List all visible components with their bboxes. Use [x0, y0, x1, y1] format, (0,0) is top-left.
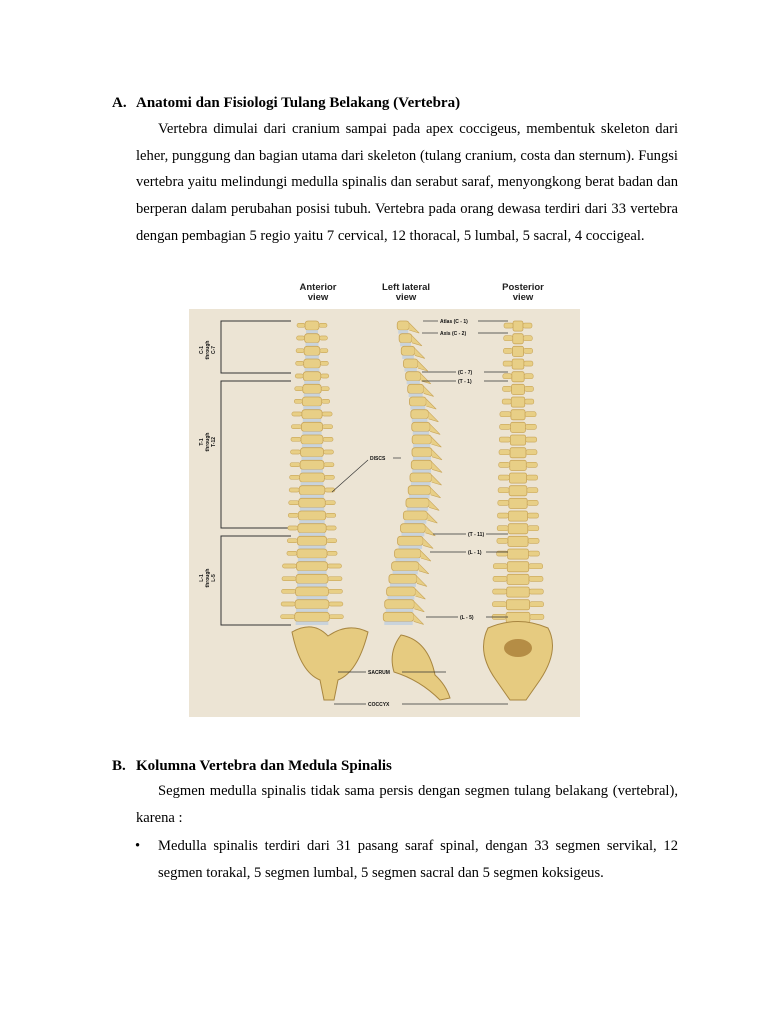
posterior-process-right — [528, 526, 539, 531]
anterior-process-left — [289, 488, 299, 492]
section-a-title: Anatomi dan Fisiologi Tulang Belakang (Vertebra) — [136, 95, 461, 111]
anterior-process-right — [324, 475, 334, 479]
anterior-disc — [302, 431, 321, 435]
lateral-disc — [412, 419, 428, 423]
lateral-vertebra — [397, 321, 409, 330]
label-t11: (T - 11) — [468, 532, 485, 538]
anterior-disc — [303, 419, 321, 423]
lateral-spinous-process — [431, 437, 441, 447]
anterior-disc — [305, 368, 320, 372]
lateral-spinous-process — [427, 513, 437, 523]
anterior-disc — [298, 558, 326, 562]
lateral-disc — [409, 393, 423, 397]
section-b-number: B. — [112, 758, 126, 774]
anterior-process-left — [281, 615, 295, 619]
anterior-process-right — [328, 564, 342, 568]
lateral-spinous-process — [412, 336, 422, 346]
section-a-number: A. — [112, 95, 127, 111]
lateral-disc — [388, 596, 415, 600]
lateral-spinous-process — [415, 589, 425, 599]
posterior-process-left — [493, 576, 507, 581]
anterior-disc — [306, 343, 319, 347]
posterior-process-right — [526, 462, 537, 467]
lateral-disc — [404, 520, 426, 524]
anterior-process-right — [329, 602, 343, 606]
svg-text:T-12: T-12 — [211, 436, 217, 448]
anterior-vertebra — [300, 473, 325, 482]
anterior-process-left — [291, 425, 301, 429]
anterior-process-left — [295, 387, 303, 391]
lateral-spinous-process — [430, 424, 440, 434]
lateral-vertebra — [409, 397, 426, 406]
anterior-process-left — [288, 526, 298, 530]
anterior-vertebra — [305, 321, 319, 330]
anterior-disc — [299, 533, 325, 537]
posterior-process-right — [525, 412, 536, 417]
lateral-disc — [402, 533, 425, 537]
anterior-process-left — [292, 412, 302, 416]
lateral-spine — [383, 321, 442, 625]
lateral-vertebra — [385, 600, 415, 609]
posterior-vertebra — [512, 384, 525, 394]
lateral-vertebra — [399, 334, 412, 343]
lateral-vertebra — [395, 549, 421, 558]
svg-text:L-5: L-5 — [211, 574, 217, 582]
posterior-vertebra — [509, 511, 528, 521]
label-sacrum: SACRUM — [368, 670, 390, 676]
posterior-vertebra — [510, 435, 525, 445]
posterior-process-right — [530, 614, 544, 619]
lateral-spinous-process — [414, 602, 424, 612]
posterior-vertebra — [508, 524, 528, 534]
svg-text:C-7: C-7 — [211, 345, 217, 355]
lateral-spinous-process — [428, 412, 438, 422]
lateral-spinous-process — [426, 399, 436, 409]
lateral-vertebra — [401, 524, 426, 533]
lateral-disc — [404, 368, 416, 372]
posterior-spine — [492, 321, 544, 622]
spine-illustration — [188, 280, 580, 717]
posterior-vertebra — [509, 473, 526, 483]
lateral-vertebra — [408, 486, 430, 495]
anterior-vertebra — [297, 536, 326, 545]
anterior-process-left — [296, 349, 304, 353]
bullet-item — [136, 833, 678, 887]
label-discs: DISCS — [370, 456, 386, 462]
lateral-spinous-process — [419, 564, 429, 574]
posterior-process-left — [499, 450, 510, 455]
lateral-vertebra — [406, 372, 421, 381]
lateral-spinous-process — [429, 500, 439, 510]
lateral-disc — [400, 343, 411, 347]
bracket-label-lumbar — [199, 569, 217, 588]
lateral-disc — [402, 355, 414, 359]
posterior-process-left — [497, 538, 508, 543]
lateral-disc — [413, 444, 430, 448]
anterior-process-left — [290, 463, 300, 467]
anterior-vertebra — [301, 448, 324, 457]
anterior-vertebra — [303, 372, 321, 381]
posterior-vertebra — [513, 334, 524, 344]
anterior-disc — [298, 545, 325, 549]
anterior-process-right — [319, 336, 327, 340]
anterior-process-right — [321, 387, 329, 391]
lateral-disc — [413, 431, 429, 435]
posterior-process-left — [498, 500, 509, 505]
bullet-text: Medulla spinalis terdiri dari 31 pasang saraf spinal, dengan 33 segmen servikal, 12 segmen torakal, 5 segmen lumbal, 5 segmen sacral dan 5 segmen koksigeus. — [158, 838, 678, 881]
posterior-vertebra — [511, 422, 526, 432]
posterior-vertebra — [512, 359, 524, 369]
posterior-process-left — [492, 602, 506, 607]
posterior-process-right — [525, 424, 536, 429]
lateral-disc — [386, 609, 414, 613]
anterior-disc — [297, 571, 326, 575]
posterior-process-left — [503, 348, 512, 353]
anterior-process-left — [281, 602, 295, 606]
anterior-process-left — [282, 589, 296, 593]
anterior-view-label: Anterior view — [299, 282, 337, 303]
anterior-disc — [304, 393, 321, 397]
anterior-process-right — [320, 361, 328, 365]
anterior-process-left — [291, 450, 301, 454]
anterior-process-right — [328, 577, 342, 581]
anterior-process-right — [327, 551, 337, 555]
label-axis: Axis (C - 2) — [440, 331, 467, 337]
anterior-process-right — [326, 513, 336, 517]
lateral-spinous-process — [409, 323, 419, 333]
lateral-vertebra — [411, 410, 429, 419]
anterior-vertebra — [302, 397, 321, 406]
anterior-process-right — [328, 589, 342, 593]
lateral-spinous-process — [421, 374, 431, 384]
lateral-vertebra — [412, 435, 431, 444]
posterior-vertebra — [508, 536, 528, 546]
lateral-disc — [411, 482, 431, 486]
lateral-spinous-process — [417, 576, 427, 586]
lateral-view-label: Left lateral view — [381, 282, 431, 303]
anterior-vertebra — [304, 346, 320, 355]
posterior-process-right — [524, 374, 533, 379]
posterior-process-right — [527, 500, 538, 505]
sacral-canal — [504, 639, 532, 657]
lateral-disc — [396, 558, 420, 562]
posterior-process-right — [529, 576, 543, 581]
section-b-paragraph — [136, 778, 678, 831]
anterior-disc — [297, 596, 328, 600]
posterior-process-right — [527, 488, 538, 493]
anterior-vertebra — [298, 524, 326, 533]
posterior-process-right — [525, 399, 534, 404]
bracket-label-cervical — [199, 341, 217, 360]
posterior-vertebra — [507, 562, 528, 572]
lateral-spinous-process — [431, 488, 441, 498]
posterior-process-right — [524, 361, 533, 366]
anterior-disc — [296, 621, 329, 625]
lateral-vertebra — [411, 460, 432, 469]
posterior-process-left — [493, 564, 507, 569]
spine-figure — [188, 280, 580, 717]
posterior-view-label: Posterior view — [502, 282, 544, 303]
anterior-disc — [301, 482, 324, 486]
lateral-sacrum — [392, 635, 450, 700]
lateral-spinous-process — [421, 551, 431, 561]
anterior-process-left — [294, 399, 302, 403]
anterior-process-right — [325, 501, 335, 505]
lateral-spinous-process — [415, 348, 425, 358]
lateral-vertebra — [412, 448, 432, 457]
posterior-process-right — [523, 336, 532, 341]
lateral-vertebra — [383, 612, 413, 621]
anterior-process-left — [289, 501, 299, 505]
posterior-vertebra — [512, 346, 523, 356]
lateral-disc — [407, 381, 420, 385]
lateral-vertebra — [387, 587, 416, 596]
posterior-vertebra — [511, 410, 525, 420]
lateral-spinous-process — [432, 475, 442, 485]
label-t1: (T - 1) — [458, 379, 472, 385]
posterior-vertebra — [509, 498, 527, 508]
section-a-paragraph — [136, 116, 678, 250]
anterior-disc — [299, 520, 325, 524]
anterior-process-right — [324, 463, 334, 467]
anterior-vertebra — [305, 334, 320, 343]
posterior-process-right — [528, 513, 539, 518]
anterior-disc — [296, 609, 328, 613]
posterior-vertebra — [512, 372, 524, 382]
anterior-process-left — [297, 323, 305, 327]
lateral-disc — [384, 621, 412, 625]
lateral-disc — [410, 406, 425, 410]
lateral-vertebra — [398, 536, 424, 545]
lateral-spinous-process — [432, 450, 442, 460]
svg-text:through: through — [205, 432, 211, 452]
posterior-process-right — [526, 450, 537, 455]
bullet-symbol: • — [135, 838, 141, 854]
posterior-process-right — [525, 386, 534, 391]
region-brackets — [221, 321, 291, 625]
label-l5: (L - 5) — [460, 615, 474, 621]
anterior-process-left — [290, 475, 300, 479]
posterior-vertebra — [511, 397, 525, 407]
posterior-process-right — [523, 323, 532, 328]
lateral-disc — [399, 545, 423, 549]
anterior-process-left — [287, 539, 297, 543]
anterior-disc — [302, 457, 323, 461]
anterior-vertebra — [302, 410, 322, 419]
label-c7: (C - 7) — [458, 370, 473, 376]
lateral-vertebra — [408, 384, 424, 393]
posterior-process-left — [493, 589, 507, 594]
posterior-process-left — [504, 323, 513, 328]
anterior-process-right — [323, 437, 333, 441]
anterior-vertebra — [301, 435, 323, 444]
anterior-process-left — [291, 437, 301, 441]
anterior-process-left — [296, 361, 304, 365]
anterior-vertebra — [297, 549, 327, 558]
section-b-title: Kolumna Vertebra dan Medula Spinalis — [136, 758, 392, 774]
posterior-process-left — [500, 424, 511, 429]
anterior-vertebra — [296, 562, 327, 571]
section-a-heading — [112, 93, 460, 113]
anterior-process-left — [297, 336, 305, 340]
anterior-disc — [300, 507, 325, 511]
anterior-process-right — [326, 526, 336, 530]
lateral-vertebra — [406, 498, 429, 507]
anterior-disc — [301, 469, 323, 473]
section-b-heading — [112, 756, 392, 776]
anterior-vertebra — [304, 359, 321, 368]
lateral-vertebra — [401, 346, 415, 355]
section-a-paragraph-text: Vertebra dimulai dari cranium sampai pada apex coccigeus, membentuk skeleton dari leher, punggung dan bagian utama dari skeleton (tulang cranium, costa dan sternum). Fungsi vertebra yaitu melindungi medulla spinalis dan serabut saraf, menyongkong berat badan dan berperan dalam perubahan posisi tubuh. Vertebra pada orang dewasa terdiri dari 33 vertebra dengan pembagian 5 regio yaitu 7 cervical, 12 thoracal, 5 lumbal, 5 sacral, 4 coccigeal. — [136, 121, 678, 244]
posterior-process-left — [497, 526, 508, 531]
label-atlas: Atlas (C - 1) — [440, 319, 468, 325]
lateral-vertebra — [403, 359, 417, 368]
lateral-vertebra — [410, 473, 432, 482]
anterior-process-left — [287, 551, 297, 555]
anterior-vertebra — [296, 574, 328, 583]
anterior-process-right — [327, 539, 337, 543]
anterior-disc — [300, 495, 324, 499]
lateral-disc — [409, 495, 429, 499]
posterior-process-left — [498, 513, 509, 518]
posterior-process-right — [526, 437, 537, 442]
lateral-vertebra — [392, 562, 419, 571]
label-coccyx: COCCYX — [368, 702, 390, 708]
posterior-process-right — [528, 551, 539, 556]
posterior-vertebra — [506, 600, 529, 610]
anterior-disc — [302, 444, 322, 448]
anterior-process-right — [323, 425, 333, 429]
posterior-process-left — [500, 412, 511, 417]
posterior-vertebra — [509, 486, 527, 496]
lateral-disc — [393, 571, 418, 575]
posterior-vertebra — [508, 549, 529, 559]
anterior-vertebra — [301, 422, 322, 431]
posterior-process-right — [528, 538, 539, 543]
section-b-paragraph-text: Segmen medulla spinalis tidak sama persis dengan segmen tulang belakang (vertebral), karena : — [136, 783, 678, 826]
anterior-spine — [281, 321, 344, 625]
svg-text:T-1: T-1 — [199, 438, 205, 446]
anterior-process-right — [329, 615, 343, 619]
anterior-process-right — [325, 488, 335, 492]
anterior-vertebra — [298, 511, 326, 520]
anterior-process-left — [282, 564, 296, 568]
lateral-disc — [390, 583, 416, 587]
anterior-vertebra — [299, 498, 326, 507]
anterior-vertebra — [299, 486, 325, 495]
lateral-vertebra — [412, 422, 430, 431]
lateral-spinous-process — [414, 614, 424, 624]
posterior-process-right — [529, 589, 543, 594]
posterior-process-left — [499, 462, 510, 467]
lateral-spinous-process — [432, 462, 442, 472]
bracket-label-thoracic — [199, 433, 217, 452]
anterior-vertebra — [303, 384, 322, 393]
lateral-vertebra — [389, 574, 417, 583]
lateral-spinous-process — [418, 361, 428, 371]
posterior-process-left — [503, 361, 512, 366]
posterior-process-left — [498, 475, 509, 480]
anterior-disc — [305, 355, 319, 359]
posterior-vertebra — [510, 460, 527, 470]
posterior-process-left — [498, 488, 509, 493]
posterior-process-left — [504, 336, 513, 341]
posterior-process-left — [503, 374, 512, 379]
anterior-disc — [304, 381, 320, 385]
lateral-disc — [412, 469, 431, 473]
anterior-process-left — [282, 577, 296, 581]
lateral-spinous-process — [424, 386, 434, 396]
anterior-disc — [297, 583, 327, 587]
posterior-process-left — [502, 399, 511, 404]
anterior-process-left — [288, 513, 298, 517]
anterior-vertebra — [300, 460, 324, 469]
posterior-process-right — [527, 475, 538, 480]
posterior-vertebra — [513, 321, 523, 331]
lateral-disc — [413, 457, 431, 461]
posterior-process-left — [499, 437, 510, 442]
anterior-disc — [306, 330, 318, 334]
lateral-spinous-process — [423, 538, 433, 548]
posterior-process-right — [530, 602, 544, 607]
anterior-vertebra — [295, 612, 330, 621]
anterior-disc — [303, 406, 320, 410]
anterior-process-right — [322, 399, 330, 403]
lateral-vertebra — [403, 511, 427, 520]
anterior-sacrum — [292, 627, 368, 700]
posterior-process-left — [503, 386, 512, 391]
anterior-process-right — [324, 450, 334, 454]
anterior-process-right — [322, 412, 332, 416]
lateral-disc — [407, 507, 428, 511]
svg-text:through: through — [205, 340, 211, 360]
posterior-vertebra — [507, 574, 529, 584]
anterior-vertebra — [295, 600, 329, 609]
posterior-process-right — [529, 564, 543, 569]
svg-text:through: through — [205, 568, 211, 588]
svg-text:L-1: L-1 — [199, 574, 205, 582]
svg-text:C-1: C-1 — [199, 345, 205, 355]
anterior-process-right — [319, 323, 327, 327]
posterior-vertebra — [506, 612, 530, 622]
anterior-process-right — [321, 374, 329, 378]
anterior-vertebra — [296, 587, 329, 596]
label-l1: (L - 1) — [468, 550, 482, 556]
posterior-vertebra — [507, 587, 530, 597]
posterior-process-right — [524, 348, 533, 353]
anterior-process-right — [320, 349, 328, 353]
anterior-process-left — [295, 374, 303, 378]
posterior-vertebra — [510, 448, 526, 458]
posterior-sacrum — [484, 622, 553, 701]
lateral-disc — [398, 330, 408, 334]
